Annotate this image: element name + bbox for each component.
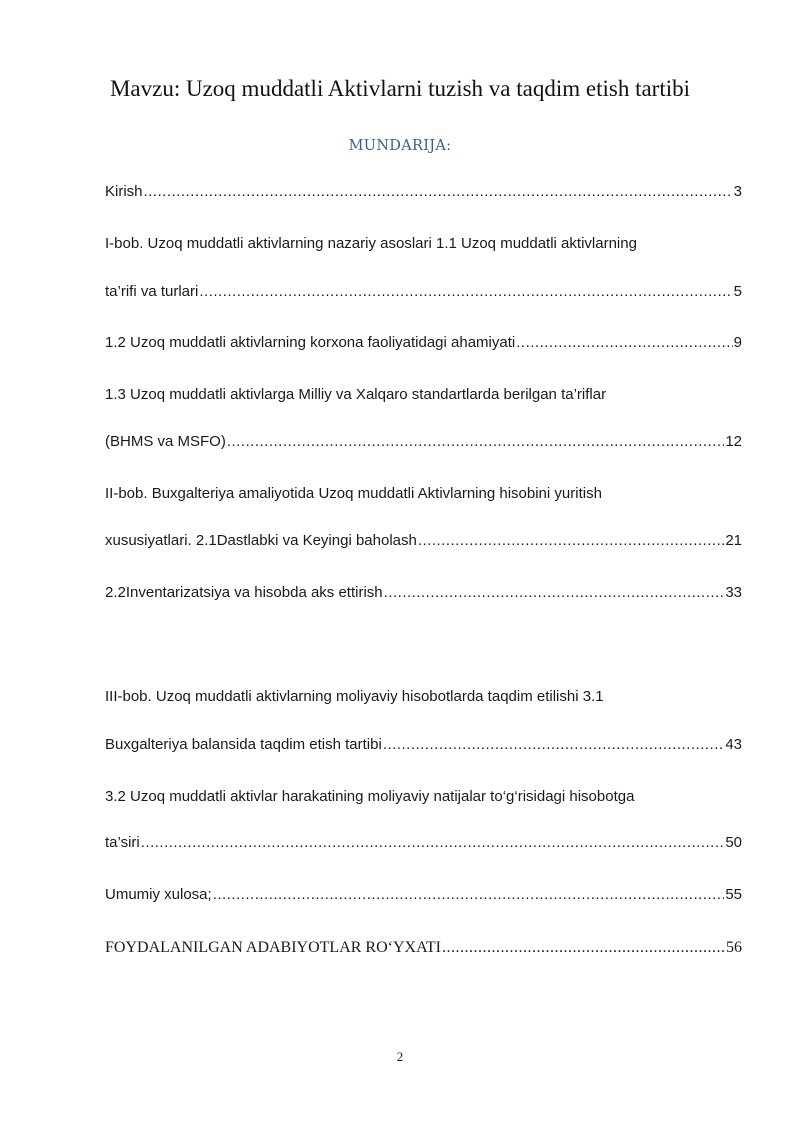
toc-entry-page: 21 — [725, 532, 742, 549]
dot-leader — [199, 282, 732, 302]
page-number: 2 — [396, 1049, 404, 1064]
toc-entry-chapter2-line2 — [105, 531, 742, 551]
toc-entry-conclusion — [105, 885, 742, 905]
toc-entry-3-2-line2 — [105, 833, 742, 853]
toc-entry-text: Kirish — [105, 183, 143, 200]
toc-entry-page: 33 — [725, 584, 742, 601]
toc-entry-chapter2-line1 — [105, 484, 742, 504]
toc-entry-1-3-line1 — [105, 385, 742, 405]
toc-entry-1-3-line2 — [105, 432, 742, 452]
toc-entry-text: Buxgalteriya balansida taqdim etish tartibi — [105, 736, 382, 753]
toc-entry-text: Umumiy xulosa; — [105, 886, 212, 903]
toc-entry-page: 9 — [733, 334, 742, 351]
dot-leader — [383, 735, 724, 755]
toc-entry-text: 1.3 Uzoq muddatli aktivlarga Milliy va Xalqaro standartlarda berilgan ta’riflar — [105, 386, 607, 403]
toc-entry-references — [105, 938, 742, 958]
toc-entry-page: 3 — [733, 183, 742, 200]
dot-leader — [418, 531, 724, 551]
toc-entry-text: (BHMS va MSFO) — [105, 433, 226, 450]
toc-entry-text: 2.2Inventarizatsiya va hisobda aks ettirish — [105, 584, 383, 601]
toc-entry-text: xususiyatlari. 2.1Dastlabki va Keyingi baholash — [105, 532, 417, 549]
toc-entry-text: 1.2 Uzoq muddatli aktivlarning korxona faoliyatidagi ahamiyati — [105, 334, 516, 351]
toc-heading: MUNDARIJA: — [348, 138, 452, 154]
toc-entry-page: 43 — [725, 736, 742, 753]
toc-entry-chapter3-line1 — [105, 687, 742, 707]
toc-entry-text: ta’rifi va turlari — [105, 283, 199, 300]
dot-leader — [141, 833, 725, 853]
toc-entry-kirish — [105, 182, 742, 202]
toc-entry-text: ta’siri — [105, 834, 140, 851]
toc-entry-page: 5 — [733, 283, 742, 300]
toc-entry-page: 50 — [725, 834, 742, 851]
document-title: Mavzu: Uzoq muddatli Aktivlarni tuzish va taqdim etish tartibi — [109, 76, 690, 101]
toc-entry-chapter3-line2 — [105, 735, 742, 755]
toc-entry-chapter1-line1 — [105, 234, 742, 254]
dot-leader — [213, 885, 725, 905]
toc-entry-text: FOYDALANILGAN ADABIYOTLAR RO‘YXATI — [105, 939, 441, 956]
toc-entry-2-2 — [105, 583, 742, 603]
toc-entry-1-2 — [105, 333, 742, 353]
toc-entry-page: 56 — [726, 939, 742, 956]
dot-leader — [442, 938, 725, 958]
dot-leader — [144, 182, 733, 202]
toc-entry-text: I-bob. Uzoq muddatli aktivlarning nazariy asoslari 1.1 Uzoq muddatli aktivlarning — [105, 235, 637, 252]
toc-entry-text: III-bob. Uzoq muddatli aktivlarning moliyaviy hisobotlarda taqdim etilishi 3.1 — [105, 688, 604, 705]
dot-leader — [384, 583, 725, 603]
dot-leader — [516, 333, 732, 353]
toc-entry-page: 55 — [725, 886, 742, 903]
toc-entry-chapter1-line2 — [105, 282, 742, 302]
toc-entry-text: 3.2 Uzoq muddatli aktivlar harakatining moliyaviy natijalar to‘g‘risidagi hisobotga — [105, 788, 635, 805]
toc-entry-text: II-bob. Buxgalteriya amaliyotida Uzoq muddatli Aktivlarning hisobini yuritish — [105, 485, 602, 502]
toc-entry-3-2-line1 — [105, 787, 742, 807]
dot-leader — [227, 432, 724, 452]
toc-entry-page: 12 — [725, 433, 742, 450]
